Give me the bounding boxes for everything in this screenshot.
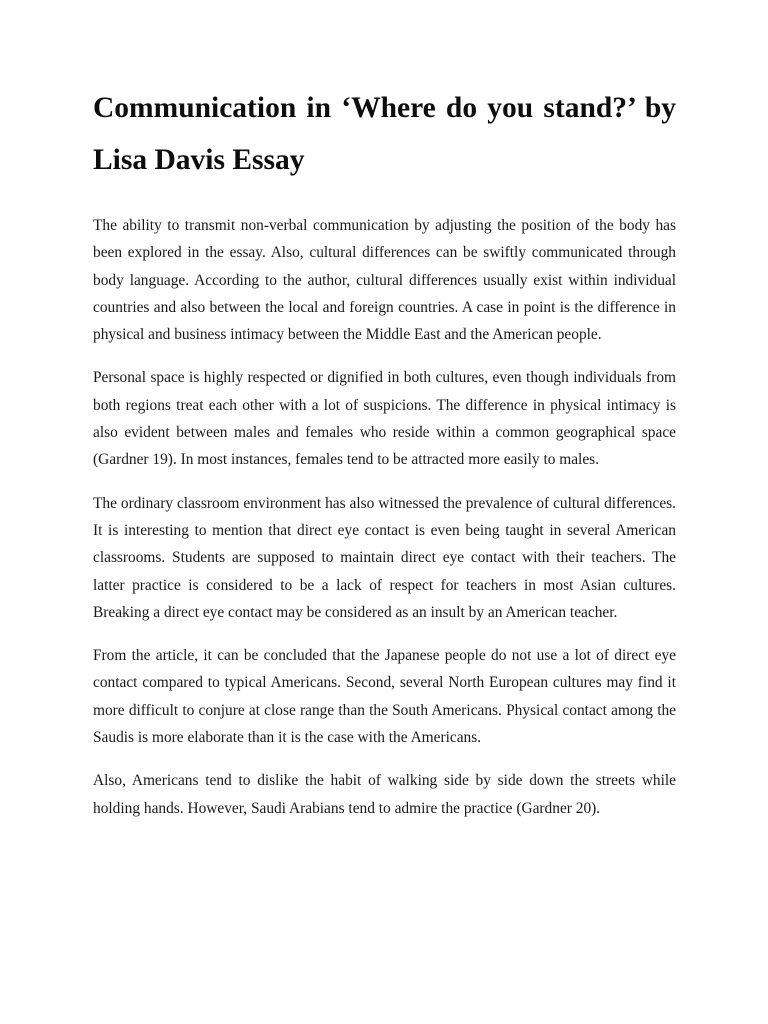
paragraph-2: Personal space is highly respected or dignified in both cultures, even though individuals from both regions treat each other with a lot of suspicions. The difference in physical intimacy is also evident between males and females who reside within a common geographical space (Gardner 19). In most instances, females tend to be attracted more easily to males. xyxy=(93,369,676,469)
paragraph-4: From the article, it can be concluded that the Japanese people do not use a lot of direct eye contact compared to typical Americans. Second, several North European cultures may find it more difficult to conjure at close range than the South Americans. Physical contact among the Saudis is more elaborate than it is the case with the Americans. xyxy=(93,647,676,747)
paragraph-3: The ordinary classroom environment has also witnessed the prevalence of cultural differences. It is interesting to mention that direct eye contact is even being taught in several American classrooms. Students are supposed to maintain direct eye contact with their teachers. The latter practice is considered to be a lack of respect for teachers in most Asian cultures. Breaking a direct eye contact may be considered as an insult by an American teacher. xyxy=(93,494,676,621)
document-title: Communication in ‘Where do you stand?’ by Lisa Davis Essay xyxy=(93,92,676,176)
document-page xyxy=(93,82,676,838)
paragraph-5: Also, Americans tend to dislike the habit of walking side by side down the streets while holding hands. However, Saudi Arabians tend to admire the practice (Gardner 20). xyxy=(93,772,676,817)
paragraph-1: The ability to transmit non-verbal communication by adjusting the position of the body has been explored in the essay. Also, cultural differences can be swiftly communicated through body language. According to the author, cultural differences usually exist within individual countries and also between the local and foreign countries. A case in point is the difference in physical and business intimacy between the Middle East and the American people. xyxy=(93,217,676,344)
